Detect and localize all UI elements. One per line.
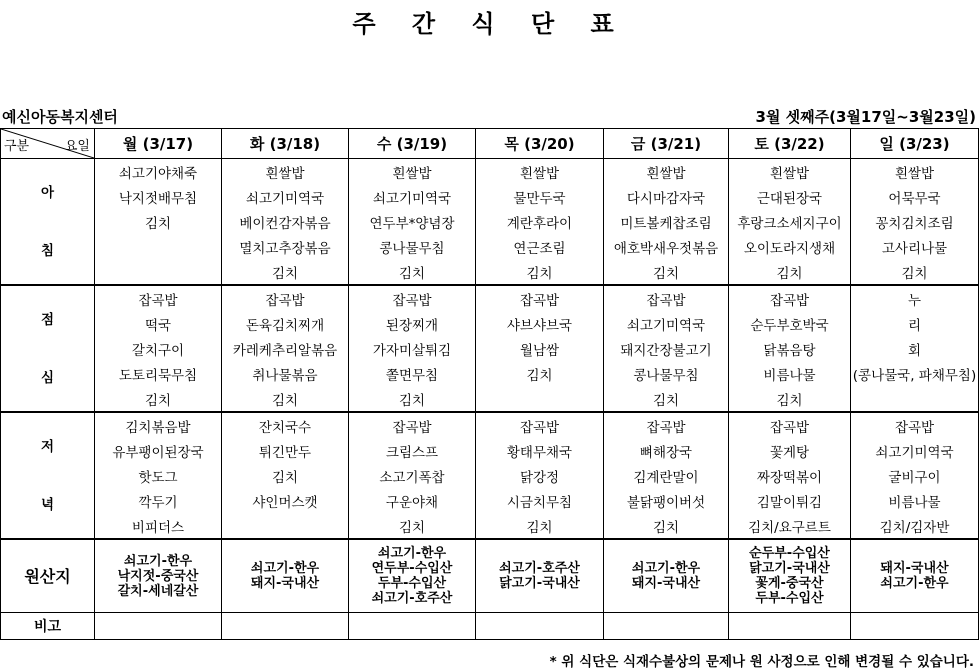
menu-item: 샤브샤브국 xyxy=(476,311,604,336)
menu-item: 튀긴만두 xyxy=(222,438,349,463)
menu-item: 된장찌개 xyxy=(349,311,476,336)
menu-item xyxy=(222,513,349,539)
menu-item: 잡곡밥 xyxy=(729,285,851,311)
remarks-label: 비고 xyxy=(1,613,95,640)
menu-item: (콩나물국, 파채무침) xyxy=(851,361,979,386)
menu-item: 김치/요구르트 xyxy=(729,513,851,539)
menu-item: 도토리묵무침 xyxy=(95,361,222,386)
menu-item: 비피더스 xyxy=(95,513,222,539)
menu-item: 베이컨감자볶음 xyxy=(222,209,349,234)
origin-cell: 쇠고기-호주산 닭고기-국내산 xyxy=(476,539,604,613)
origin-cell: 순두부-수입산 닭고기-국내산 꽃게-중국산 두부-수입산 xyxy=(729,539,851,613)
menu-item: 불닭팽이버섯 xyxy=(604,488,729,513)
menu-item: 크림스프 xyxy=(349,438,476,463)
menu-item: 시금치무침 xyxy=(476,488,604,513)
menu-item: 샤인머스캣 xyxy=(222,488,349,513)
menu-item: 흰쌀밥 xyxy=(851,159,979,185)
remarks-cell xyxy=(222,613,349,640)
menu-item: 꽃게탕 xyxy=(729,438,851,463)
menu-item: 김계란말이 xyxy=(604,463,729,488)
menu-item: 김치 xyxy=(851,259,979,285)
menu-row xyxy=(1,438,979,463)
menu-item: 미트볼케찹조림 xyxy=(604,209,729,234)
menu-item: 뼈해장국 xyxy=(604,438,729,463)
menu-item: 다시마감자국 xyxy=(604,184,729,209)
menu-item: 잡곡밥 xyxy=(851,412,979,438)
menu-item: 연근조림 xyxy=(476,234,604,259)
menu-item: 순두부호박국 xyxy=(729,311,851,336)
meal-label xyxy=(1,412,95,539)
menu-body xyxy=(1,159,979,540)
menu-item: 가자미살튀김 xyxy=(349,336,476,361)
origin-cell: 쇠고기-한우 돼지-국내산 xyxy=(604,539,729,613)
menu-item: 닭강정 xyxy=(476,463,604,488)
menu-item: 비름나물 xyxy=(729,361,851,386)
menu-item: 콩나물무침 xyxy=(349,234,476,259)
menu-table xyxy=(0,128,979,640)
menu-item: 김치 xyxy=(729,386,851,412)
day-header: 화 (3/18) xyxy=(222,129,349,159)
menu-item: 구운야채 xyxy=(349,488,476,513)
menu-item: 흰쌀밥 xyxy=(476,159,604,185)
day-header: 일 (3/23) xyxy=(851,129,979,159)
organization-name: 예신아동복지센터 xyxy=(2,108,118,126)
menu-row xyxy=(1,463,979,488)
menu-item: 잡곡밥 xyxy=(349,412,476,438)
menu-item: 쇠고기미역국 xyxy=(222,184,349,209)
menu-item: 김치 xyxy=(729,259,851,285)
menu-item: 돈육김치찌개 xyxy=(222,311,349,336)
menu-item: 돼지간장불고기 xyxy=(604,336,729,361)
menu-item xyxy=(95,259,222,285)
footer-note: * 위 식단은 식재수불상의 문제나 원 사정으로 인해 변경될 수 있습니다. xyxy=(549,654,974,670)
menu-item: 김치 xyxy=(604,259,729,285)
menu-item: 흰쌀밥 xyxy=(349,159,476,185)
week-range: 3월 셋째주(3월17일~3월23일) xyxy=(755,108,976,126)
menu-row xyxy=(1,234,979,259)
page-title: 주 간 식 단 표 xyxy=(352,10,628,38)
origin-cell: 쇠고기-한우 낙지젓-중국산 갈치-세네갈산 xyxy=(95,539,222,613)
menu-item xyxy=(95,234,222,259)
menu-item: 어묵무국 xyxy=(851,184,979,209)
meal-label-char: 침 xyxy=(40,242,55,259)
origin-row xyxy=(1,539,979,613)
menu-item: 김치 xyxy=(604,513,729,539)
menu-item: 쇠고기미역국 xyxy=(604,311,729,336)
menu-row xyxy=(1,159,979,185)
origin-cell: 쇠고기-한우 돼지-국내산 xyxy=(222,539,349,613)
origin-cell: 돼지-국내산 쇠고기-한우 xyxy=(851,539,979,613)
menu-item: 핫도그 xyxy=(95,463,222,488)
menu-item: 낙지젓배무침 xyxy=(95,184,222,209)
menu-item: 김치 xyxy=(95,209,222,234)
menu-item: 애호박새우젓볶음 xyxy=(604,234,729,259)
menu-row xyxy=(1,209,979,234)
meal-label-char: 녁 xyxy=(40,496,55,513)
remarks-row xyxy=(1,613,979,640)
menu-row xyxy=(1,285,979,311)
menu-item: 김치 xyxy=(349,259,476,285)
remarks-cell xyxy=(729,613,851,640)
menu-item: 깍두기 xyxy=(95,488,222,513)
day-header: 금 (3/21) xyxy=(604,129,729,159)
menu-item: 잡곡밥 xyxy=(95,285,222,311)
menu-item: 멸치고추장볶음 xyxy=(222,234,349,259)
menu-item: 잡곡밥 xyxy=(349,285,476,311)
menu-item: 근대된장국 xyxy=(729,184,851,209)
menu-item: 김치 xyxy=(476,361,604,386)
menu-item: 잡곡밥 xyxy=(222,285,349,311)
header-row xyxy=(1,129,979,159)
menu-item: 김말이튀김 xyxy=(729,488,851,513)
menu-item: 물만두국 xyxy=(476,184,604,209)
menu-item: 콩나물무침 xyxy=(604,361,729,386)
remarks-cell xyxy=(851,613,979,640)
day-header: 토 (3/22) xyxy=(729,129,851,159)
menu-item: 황태무채국 xyxy=(476,438,604,463)
menu-item: 김치 xyxy=(604,386,729,412)
meal-label-char: 심 xyxy=(40,369,55,386)
menu-item: 잡곡밥 xyxy=(476,285,604,311)
menu-item: 김치 xyxy=(222,386,349,412)
menu-item: 꽁치김치조림 xyxy=(851,209,979,234)
menu-item: 김치/김자반 xyxy=(851,513,979,539)
menu-item: 잡곡밥 xyxy=(604,285,729,311)
menu-row xyxy=(1,361,979,386)
day-header: 목 (3/20) xyxy=(476,129,604,159)
menu-item: 김치 xyxy=(476,259,604,285)
menu-row xyxy=(1,184,979,209)
menu-item: 닭볶음탕 xyxy=(729,336,851,361)
menu-item: 김치 xyxy=(476,513,604,539)
menu-item: 잡곡밥 xyxy=(604,412,729,438)
menu-item: 쇠고기미역국 xyxy=(349,184,476,209)
menu-item: 김치 xyxy=(349,386,476,412)
menu-item: 잡곡밥 xyxy=(729,412,851,438)
menu-item: 카레케추리알볶음 xyxy=(222,336,349,361)
menu-item: 월남쌈 xyxy=(476,336,604,361)
meal-label xyxy=(1,159,95,286)
menu-item: 오이도라지생채 xyxy=(729,234,851,259)
menu-item: 김치 xyxy=(222,259,349,285)
menu-item: 후랑크소세지구이 xyxy=(729,209,851,234)
meal-label-char: 저 xyxy=(40,438,55,455)
day-header: 월 (3/17) xyxy=(95,129,222,159)
remarks-cell xyxy=(476,613,604,640)
meal-label-char: 아 xyxy=(40,184,55,201)
menu-item: 떡국 xyxy=(95,311,222,336)
menu-item: 짜장떡볶이 xyxy=(729,463,851,488)
menu-item: 잡곡밥 xyxy=(476,412,604,438)
menu-row xyxy=(1,259,979,285)
menu-item: 흰쌀밥 xyxy=(604,159,729,185)
menu-item: 회 xyxy=(851,336,979,361)
menu-item: 쇠고기미역국 xyxy=(851,438,979,463)
menu-item: 연두부*양념장 xyxy=(349,209,476,234)
menu-row xyxy=(1,386,979,412)
remarks-cell xyxy=(349,613,476,640)
menu-item: 고사리나물 xyxy=(851,234,979,259)
menu-item: 흰쌀밥 xyxy=(729,159,851,185)
corner-label-category: 구분 xyxy=(4,139,30,154)
menu-row xyxy=(1,336,979,361)
menu-item: 쫄면무침 xyxy=(349,361,476,386)
corner-label-day: 요일 xyxy=(64,139,90,154)
menu-item: 계란후라이 xyxy=(476,209,604,234)
menu-item: 리 xyxy=(851,311,979,336)
remarks-cell xyxy=(604,613,729,640)
menu-item: 김치 xyxy=(349,513,476,539)
menu-item: 소고기폭찹 xyxy=(349,463,476,488)
menu-row xyxy=(1,311,979,336)
remarks-cell xyxy=(95,613,222,640)
corner-cell xyxy=(1,129,95,159)
menu-row xyxy=(1,513,979,539)
menu-item: 갈치구이 xyxy=(95,336,222,361)
menu-item: 유부팽이된장국 xyxy=(95,438,222,463)
menu-item: 비름나물 xyxy=(851,488,979,513)
menu-item xyxy=(476,386,604,412)
meal-label-char: 점 xyxy=(40,311,55,328)
menu-item: 잔치국수 xyxy=(222,412,349,438)
origin-label: 원산지 xyxy=(1,539,95,613)
menu-row xyxy=(1,488,979,513)
menu-item: 김치 xyxy=(222,463,349,488)
menu-row xyxy=(1,412,979,438)
meal-label xyxy=(1,285,95,412)
menu-item: 누 xyxy=(851,285,979,311)
menu-item: 쇠고기야채죽 xyxy=(95,159,222,185)
menu-item: 취나물볶음 xyxy=(222,361,349,386)
menu-item: 김치 xyxy=(95,386,222,412)
menu-item: 굴비구이 xyxy=(851,463,979,488)
day-header: 수 (3/19) xyxy=(349,129,476,159)
origin-cell: 쇠고기-한우 연두부-수입산 두부-수입산 쇠고기-호주산 xyxy=(349,539,476,613)
menu-item xyxy=(851,386,979,412)
menu-item: 흰쌀밥 xyxy=(222,159,349,185)
menu-item: 김치볶음밥 xyxy=(95,412,222,438)
